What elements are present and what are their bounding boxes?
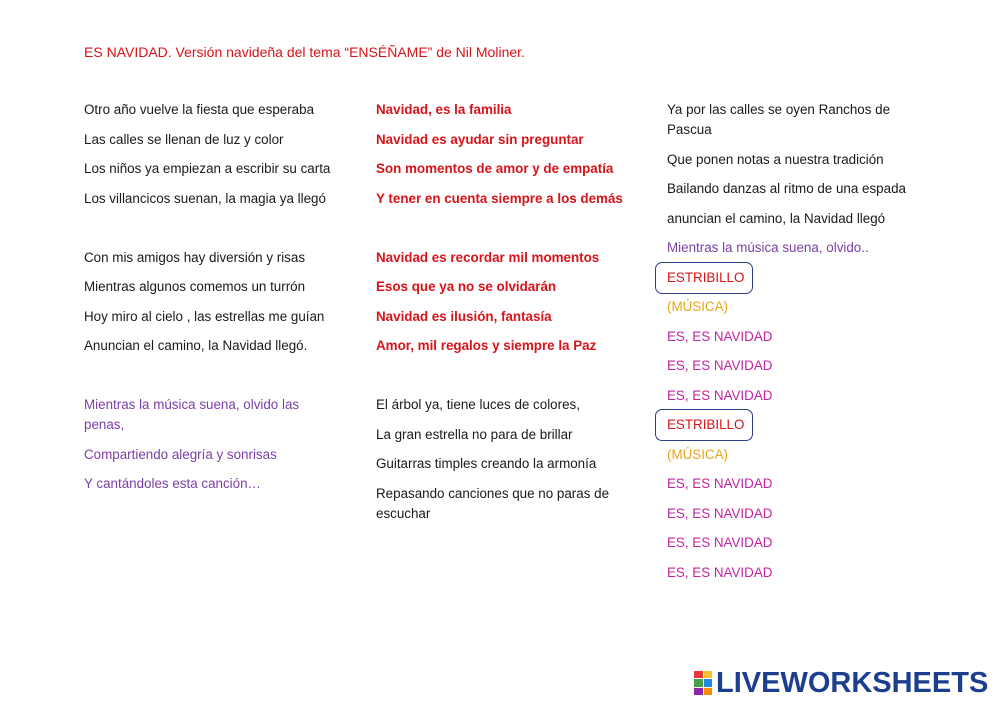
- liveworksheets-logo-text: LIVEWORKSHEETS: [716, 667, 989, 699]
- lyric-line: [376, 425, 641, 445]
- lyric-line: [376, 336, 641, 356]
- lyric-line: [667, 209, 929, 229]
- lyric-text: ES, ES NAVIDAD: [667, 476, 773, 491]
- lyric-line: [667, 238, 929, 258]
- lyric-text: Mientras la música suena, olvido las penas,: [84, 397, 300, 432]
- lyric-text: Compartiendo alegría y sonrisas: [84, 446, 277, 462]
- lyric-text: Guitarras timples creando la armonía: [376, 456, 597, 471]
- lyric-text: Navidad es recordar mil momentos: [376, 249, 600, 265]
- lyric-line: [667, 504, 929, 524]
- lyric-text: Son momentos de amor y de empatía: [376, 161, 614, 176]
- lyric-line: [376, 454, 641, 474]
- lyric-text: Los villancicos suenan, la magia ya llegó: [84, 190, 326, 206]
- lyric-line: [667, 386, 929, 406]
- stanza-break: [84, 218, 339, 248]
- lyric-line: [84, 159, 339, 179]
- logo-square: [704, 671, 713, 678]
- lyric-text: Y tener en cuenta siempre a los demás: [376, 190, 623, 206]
- lyric-text: ES, ES NAVIDAD: [667, 358, 773, 373]
- lyric-text: ES, ES NAVIDAD: [667, 387, 773, 403]
- lyric-text: ESTRIBILLO: [667, 269, 745, 285]
- lyric-line: [84, 474, 339, 494]
- lyric-line: [84, 130, 339, 150]
- lyric-line: [667, 474, 929, 494]
- lyric-text: ES, ES NAVIDAD: [667, 328, 773, 344]
- logo-square: [694, 688, 703, 695]
- stanza-break: [84, 366, 339, 396]
- lyric-line: [84, 248, 339, 268]
- lyric-line: [376, 277, 641, 297]
- lyric-text: Bailando danzas al ritmo de una espada: [667, 181, 906, 196]
- lyrics-column-3: [667, 100, 929, 592]
- stanza-break: [376, 218, 641, 248]
- lyric-text: La gran estrella no para de brillar: [376, 426, 573, 442]
- lyric-text: ESTRIBILLO: [667, 417, 745, 432]
- lyric-text: Repasando canciones que no paras de escuchar: [376, 485, 610, 521]
- lyrics-column-1: [84, 100, 339, 504]
- lyric-line: [667, 533, 929, 553]
- lyric-line: [84, 445, 339, 465]
- lyric-text: Con mis amigos hay diversión y risas: [84, 249, 306, 265]
- logo-square: [704, 679, 713, 686]
- lyric-text: (MÚSICA): [667, 299, 728, 314]
- lyric-line: [667, 445, 929, 465]
- lyric-text: ES, ES NAVIDAD: [667, 505, 773, 521]
- lyric-text: Amor, mil regalos y siempre la Paz: [376, 338, 597, 353]
- lyric-line: [84, 307, 339, 327]
- lyric-text: Mientras la música suena, olvido..: [667, 240, 869, 255]
- lyric-text: Esos que ya no se olvidarán: [376, 279, 557, 294]
- lyric-line: [84, 189, 339, 209]
- lyric-text: Mientras algunos comemos un turrón: [84, 279, 306, 294]
- lyric-line: [667, 100, 929, 140]
- lyric-line: [376, 307, 641, 327]
- page-title: ES NAVIDAD. Versión navideña del tema “ENSÉÑAME” de Nil Moliner.: [84, 44, 525, 60]
- lyric-line: [667, 297, 929, 317]
- lyric-line: [376, 248, 641, 268]
- lyric-text: Navidad es ilusión, fantasía: [376, 308, 552, 324]
- lyrics-column-2: [376, 100, 641, 533]
- lyric-line: [376, 159, 641, 179]
- lyric-text: Los niños ya empiezan a escribir su carta: [84, 161, 331, 176]
- liveworksheets-logo-icon: [694, 671, 712, 695]
- stanza-break: [376, 366, 641, 396]
- lyric-line: [667, 327, 929, 347]
- lyric-text: ES, ES NAVIDAD: [667, 535, 773, 550]
- chorus-box-outline: [655, 262, 753, 294]
- lyric-text: El árbol ya, tiene luces de colores,: [376, 397, 580, 412]
- lyric-line: [376, 395, 641, 415]
- lyric-text: Las calles se llenan de luz y color: [84, 131, 284, 147]
- chorus-marker: [667, 415, 929, 435]
- lyric-text: anuncian el camino, la Navidad llegó: [667, 210, 886, 226]
- chorus-marker: [667, 268, 929, 288]
- lyric-text: Navidad, es la familia: [376, 102, 512, 117]
- lyric-line: [376, 484, 641, 524]
- lyric-line: [667, 179, 929, 199]
- lyric-line: [667, 356, 929, 376]
- logo-square: [694, 679, 703, 686]
- logo-square: [694, 671, 703, 678]
- lyric-line: [667, 150, 929, 170]
- lyric-text: Hoy miro al cielo , las estrellas me guían: [84, 308, 325, 324]
- lyric-line: [84, 277, 339, 297]
- lyric-text: Navidad es ayudar sin preguntar: [376, 131, 584, 147]
- lyric-line: [376, 100, 641, 120]
- chorus-box-outline: [655, 409, 753, 441]
- lyric-text: Otro año vuelve la fiesta que esperaba: [84, 102, 315, 117]
- lyric-line: [376, 189, 641, 209]
- lyric-text: ES, ES NAVIDAD: [667, 564, 773, 580]
- lyric-line: [376, 130, 641, 150]
- lyric-text: Anuncian el camino, la Navidad llegó.: [84, 338, 308, 353]
- lyric-line: [84, 336, 339, 356]
- liveworksheets-logo[interactable]: [694, 669, 988, 697]
- lyric-text: Y cantándoles esta canción…: [84, 476, 261, 491]
- lyric-text: Que ponen notas a nuestra tradición: [667, 151, 884, 167]
- lyric-line: [84, 100, 339, 120]
- lyric-line: [667, 563, 929, 583]
- lyric-text: (MÚSICA): [667, 446, 728, 462]
- logo-square: [704, 688, 713, 695]
- lyric-line: [84, 395, 339, 435]
- lyric-text: Ya por las calles se oyen Ranchos de Pascua: [667, 102, 891, 137]
